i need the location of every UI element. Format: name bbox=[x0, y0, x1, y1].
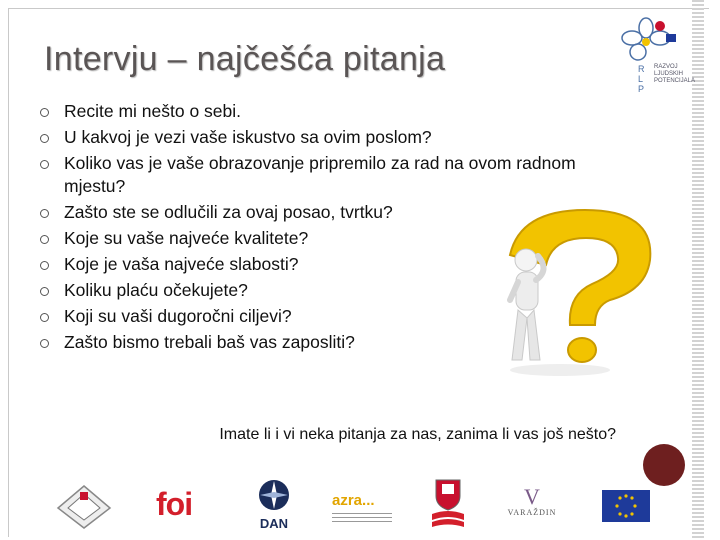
list-item: Recite mi nešto o sebi. bbox=[40, 100, 600, 123]
hzz-logo bbox=[56, 484, 112, 535]
compass-logo-icon bbox=[254, 478, 294, 512]
svg-text:P: P bbox=[638, 84, 645, 94]
slide-title: Intervju – najčešća pitanja bbox=[44, 40, 446, 78]
county-logo bbox=[430, 478, 466, 533]
dan-logo-text: DAN bbox=[259, 516, 289, 531]
list-item: U kakvoj je vezi vaše iskustvo sa ovim poslom? bbox=[40, 126, 600, 149]
eu-flag bbox=[602, 490, 650, 527]
rlp-logo bbox=[616, 14, 696, 96]
azra-subtitle-lines bbox=[332, 513, 392, 525]
azra-logo bbox=[332, 492, 392, 525]
list-item: Zašto ste se odlučili za ovaj posao, tvrtku? bbox=[40, 201, 600, 224]
azra-logo-text: azra... bbox=[332, 492, 375, 509]
list-item: Zašto bismo trebali baš vas zaposliti? bbox=[40, 331, 600, 354]
varazdin-logo-text: VARAŽDIN bbox=[507, 508, 557, 517]
list-item: Koji su vaši dugoročni ciljevi? bbox=[40, 305, 600, 328]
rlp-logo-text: RAZVOJ LJUDSKIH POTENCIJALA bbox=[654, 64, 696, 84]
diamond-cross-logo-icon bbox=[56, 484, 112, 530]
eu-flag-icon bbox=[602, 490, 650, 522]
partner-logos bbox=[0, 478, 720, 538]
svg-text:L: L bbox=[638, 74, 644, 84]
varazdin-logo bbox=[500, 486, 564, 517]
list-item: Koliko vas je vaše obrazovanje pripremilo za rad na ovom radnom mjestu? bbox=[40, 152, 600, 198]
list-item: Koje je vaša najveće slabosti? bbox=[40, 253, 600, 276]
foi-logo-text: foi bbox=[156, 486, 193, 522]
foi-logo bbox=[156, 486, 192, 523]
list-item: Koliku plaću očekujete? bbox=[40, 279, 600, 302]
white-figure-icon bbox=[510, 249, 544, 360]
list-item: Koje su vaše najveće kvalitete? bbox=[40, 227, 600, 250]
thinking-figure-question-mark-image bbox=[500, 200, 670, 380]
closing-question-note: Imate li i vi neka pitanja za nas, zanima li vas još nešto? bbox=[219, 426, 616, 443]
coat-of-arms-icon bbox=[430, 478, 466, 528]
svg-text:R: R bbox=[638, 64, 645, 74]
dan-logo bbox=[252, 478, 296, 531]
question-dot-icon bbox=[568, 338, 596, 362]
varazdin-emblem-icon: V bbox=[524, 484, 540, 509]
